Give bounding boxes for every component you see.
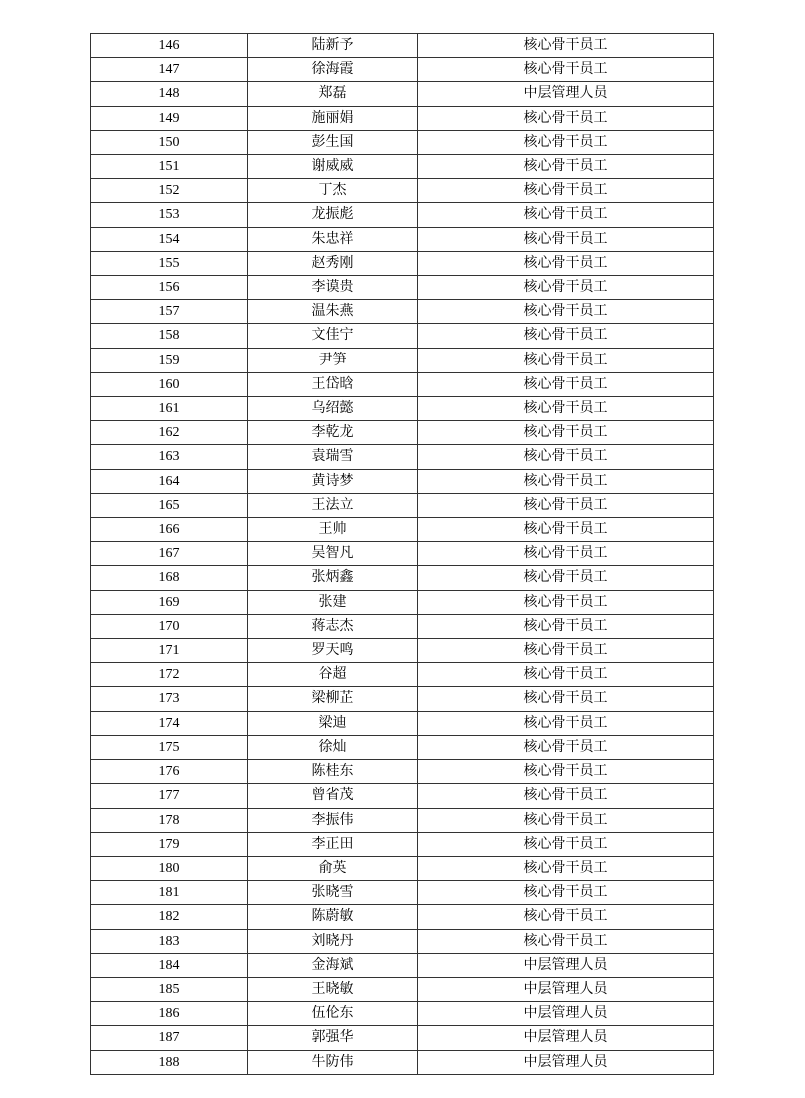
employee-category-cell: 核心骨干员工 <box>418 687 714 711</box>
employee-category-cell: 核心骨干员工 <box>418 808 714 832</box>
row-number-cell: 181 <box>91 881 248 905</box>
table-row <box>91 227 714 251</box>
row-number-cell: 188 <box>91 1050 248 1074</box>
employee-name-cell: 赵秀刚 <box>248 251 418 275</box>
row-number-cell: 150 <box>91 130 248 154</box>
table-row <box>91 687 714 711</box>
employee-category-cell: 核心骨干员工 <box>418 590 714 614</box>
row-number-cell: 170 <box>91 614 248 638</box>
employee-category-cell: 核心骨干员工 <box>418 832 714 856</box>
employee-category-cell: 核心骨干员工 <box>418 735 714 759</box>
employee-category-cell: 中层管理人员 <box>418 977 714 1001</box>
row-number-cell: 187 <box>91 1026 248 1050</box>
employee-name-cell: 李振伟 <box>248 808 418 832</box>
employee-name-cell: 王帅 <box>248 518 418 542</box>
row-number-cell: 156 <box>91 276 248 300</box>
table-row <box>91 808 714 832</box>
table-row <box>91 566 714 590</box>
table-row <box>91 58 714 82</box>
table-row <box>91 735 714 759</box>
employee-category-cell: 核心骨干员工 <box>418 58 714 82</box>
employee-category-cell: 核心骨干员工 <box>418 251 714 275</box>
row-number-cell: 172 <box>91 663 248 687</box>
table-row <box>91 590 714 614</box>
row-number-cell: 174 <box>91 711 248 735</box>
employee-name-cell: 谷超 <box>248 663 418 687</box>
employee-category-cell: 核心骨干员工 <box>418 179 714 203</box>
employee-name-cell: 陈蔚敏 <box>248 905 418 929</box>
employee-category-cell: 核心骨干员工 <box>418 469 714 493</box>
row-number-cell: 159 <box>91 348 248 372</box>
employee-category-cell: 核心骨干员工 <box>418 856 714 880</box>
employee-category-cell: 核心骨干员工 <box>418 566 714 590</box>
employee-category-cell: 核心骨干员工 <box>418 929 714 953</box>
employee-name-cell: 李正田 <box>248 832 418 856</box>
employee-name-cell: 徐海霞 <box>248 58 418 82</box>
employee-roster-table <box>90 33 714 1075</box>
employee-name-cell: 陆新予 <box>248 34 418 58</box>
row-number-cell: 165 <box>91 493 248 517</box>
table-row <box>91 421 714 445</box>
table-row <box>91 1002 714 1026</box>
table-row <box>91 832 714 856</box>
employee-name-cell: 罗天鸣 <box>248 639 418 663</box>
employee-name-cell: 朱忠祥 <box>248 227 418 251</box>
row-number-cell: 155 <box>91 251 248 275</box>
table-row <box>91 397 714 421</box>
employee-category-cell: 中层管理人员 <box>418 1002 714 1026</box>
employee-name-cell: 俞英 <box>248 856 418 880</box>
table-row <box>91 348 714 372</box>
table-row <box>91 493 714 517</box>
employee-name-cell: 施丽娟 <box>248 106 418 130</box>
employee-category-cell: 中层管理人员 <box>418 953 714 977</box>
row-number-cell: 176 <box>91 760 248 784</box>
table-row <box>91 1026 714 1050</box>
row-number-cell: 168 <box>91 566 248 590</box>
employee-name-cell: 王岱晗 <box>248 372 418 396</box>
employee-name-cell: 文佳宁 <box>248 324 418 348</box>
employee-name-cell: 蒋志杰 <box>248 614 418 638</box>
employee-category-cell: 核心骨干员工 <box>418 372 714 396</box>
table-row <box>91 1050 714 1074</box>
employee-name-cell: 曾省茂 <box>248 784 418 808</box>
employee-name-cell: 龙振彪 <box>248 203 418 227</box>
table-row <box>91 639 714 663</box>
employee-name-cell: 伍伦东 <box>248 1002 418 1026</box>
employee-name-cell: 张炳鑫 <box>248 566 418 590</box>
table-row <box>91 663 714 687</box>
row-number-cell: 180 <box>91 856 248 880</box>
row-number-cell: 163 <box>91 445 248 469</box>
row-number-cell: 179 <box>91 832 248 856</box>
employee-category-cell: 核心骨干员工 <box>418 881 714 905</box>
row-number-cell: 148 <box>91 82 248 106</box>
table-row <box>91 469 714 493</box>
employee-name-cell: 温朱燕 <box>248 300 418 324</box>
table-row <box>91 34 714 58</box>
row-number-cell: 146 <box>91 34 248 58</box>
row-number-cell: 151 <box>91 155 248 179</box>
employee-name-cell: 彭生国 <box>248 130 418 154</box>
employee-name-cell: 袁瑞雪 <box>248 445 418 469</box>
employee-category-cell: 核心骨干员工 <box>418 421 714 445</box>
employee-name-cell: 李谟贵 <box>248 276 418 300</box>
employee-category-cell: 核心骨干员工 <box>418 106 714 130</box>
row-number-cell: 173 <box>91 687 248 711</box>
table-row <box>91 760 714 784</box>
employee-category-cell: 核心骨干员工 <box>418 784 714 808</box>
employee-name-cell: 王晓敏 <box>248 977 418 1001</box>
employee-category-cell: 核心骨干员工 <box>418 155 714 179</box>
employee-category-cell: 核心骨干员工 <box>418 711 714 735</box>
row-number-cell: 164 <box>91 469 248 493</box>
employee-category-cell: 中层管理人员 <box>418 1026 714 1050</box>
table-row <box>91 614 714 638</box>
employee-category-cell: 核心骨干员工 <box>418 493 714 517</box>
table-row <box>91 372 714 396</box>
table-row <box>91 203 714 227</box>
employee-name-cell: 牛防伟 <box>248 1050 418 1074</box>
table-row <box>91 155 714 179</box>
employee-category-cell: 核心骨干员工 <box>418 203 714 227</box>
employee-category-cell: 核心骨干员工 <box>418 276 714 300</box>
row-number-cell: 160 <box>91 372 248 396</box>
employee-category-cell: 核心骨干员工 <box>418 397 714 421</box>
employee-name-cell: 吴智凡 <box>248 542 418 566</box>
row-number-cell: 185 <box>91 977 248 1001</box>
table-row <box>91 711 714 735</box>
table-row <box>91 929 714 953</box>
row-number-cell: 177 <box>91 784 248 808</box>
employee-category-cell: 核心骨干员工 <box>418 639 714 663</box>
employee-category-cell: 核心骨干员工 <box>418 518 714 542</box>
table-row <box>91 251 714 275</box>
employee-name-cell: 郑磊 <box>248 82 418 106</box>
row-number-cell: 157 <box>91 300 248 324</box>
employee-name-cell: 徐灿 <box>248 735 418 759</box>
employee-roster-body <box>91 34 714 1075</box>
employee-name-cell: 金海斌 <box>248 953 418 977</box>
row-number-cell: 149 <box>91 106 248 130</box>
table-row <box>91 518 714 542</box>
table-row <box>91 445 714 469</box>
table-row <box>91 953 714 977</box>
row-number-cell: 182 <box>91 905 248 929</box>
row-number-cell: 158 <box>91 324 248 348</box>
employee-category-cell: 核心骨干员工 <box>418 663 714 687</box>
row-number-cell: 167 <box>91 542 248 566</box>
employee-name-cell: 陈桂东 <box>248 760 418 784</box>
row-number-cell: 152 <box>91 179 248 203</box>
employee-category-cell: 核心骨干员工 <box>418 130 714 154</box>
row-number-cell: 186 <box>91 1002 248 1026</box>
table-row <box>91 300 714 324</box>
row-number-cell: 154 <box>91 227 248 251</box>
employee-name-cell: 王法立 <box>248 493 418 517</box>
employee-category-cell: 核心骨干员工 <box>418 348 714 372</box>
employee-category-cell: 中层管理人员 <box>418 82 714 106</box>
row-number-cell: 162 <box>91 421 248 445</box>
row-number-cell: 147 <box>91 58 248 82</box>
row-number-cell: 175 <box>91 735 248 759</box>
employee-category-cell: 核心骨干员工 <box>418 614 714 638</box>
table-row <box>91 82 714 106</box>
table-row <box>91 784 714 808</box>
row-number-cell: 169 <box>91 590 248 614</box>
table-row <box>91 856 714 880</box>
table-row <box>91 179 714 203</box>
table-row <box>91 881 714 905</box>
employee-category-cell: 核心骨干员工 <box>418 300 714 324</box>
employee-name-cell: 乌绍懿 <box>248 397 418 421</box>
employee-name-cell: 张建 <box>248 590 418 614</box>
table-row <box>91 276 714 300</box>
row-number-cell: 153 <box>91 203 248 227</box>
table-row <box>91 106 714 130</box>
employee-category-cell: 核心骨干员工 <box>418 34 714 58</box>
employee-category-cell: 核心骨干员工 <box>418 760 714 784</box>
employee-name-cell: 张晓雪 <box>248 881 418 905</box>
row-number-cell: 161 <box>91 397 248 421</box>
employee-name-cell: 尹笋 <box>248 348 418 372</box>
employee-name-cell: 丁杰 <box>248 179 418 203</box>
table-row <box>91 130 714 154</box>
employee-category-cell: 核心骨干员工 <box>418 542 714 566</box>
employee-name-cell: 郭强华 <box>248 1026 418 1050</box>
row-number-cell: 171 <box>91 639 248 663</box>
employee-name-cell: 李乾龙 <box>248 421 418 445</box>
row-number-cell: 166 <box>91 518 248 542</box>
row-number-cell: 183 <box>91 929 248 953</box>
table-row <box>91 905 714 929</box>
employee-category-cell: 核心骨干员工 <box>418 445 714 469</box>
employee-category-cell: 核心骨干员工 <box>418 227 714 251</box>
employee-category-cell: 核心骨干员工 <box>418 905 714 929</box>
employee-name-cell: 黄诗梦 <box>248 469 418 493</box>
employee-category-cell: 核心骨干员工 <box>418 324 714 348</box>
employee-name-cell: 梁迪 <box>248 711 418 735</box>
table-row <box>91 324 714 348</box>
row-number-cell: 178 <box>91 808 248 832</box>
table-row <box>91 977 714 1001</box>
table-row <box>91 542 714 566</box>
row-number-cell: 184 <box>91 953 248 977</box>
employee-name-cell: 梁柳芷 <box>248 687 418 711</box>
employee-name-cell: 刘晓丹 <box>248 929 418 953</box>
employee-category-cell: 中层管理人员 <box>418 1050 714 1074</box>
employee-name-cell: 谢威威 <box>248 155 418 179</box>
